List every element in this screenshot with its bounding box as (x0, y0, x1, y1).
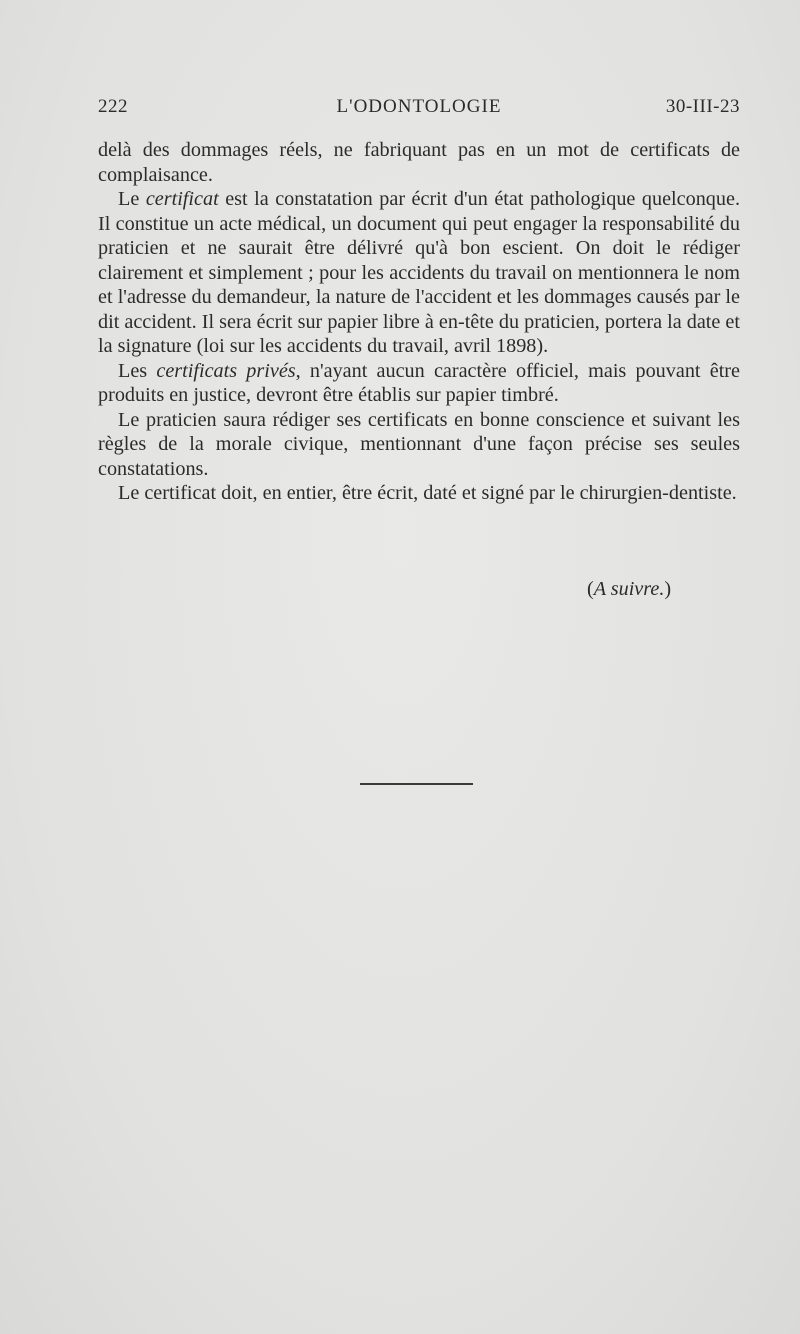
continuation-close-paren: ) (664, 578, 672, 600)
paragraph-3-emphasis: certificats privés (156, 359, 296, 382)
paragraph-3-post: , n'ayant aucun caractère officiel, mais pouvant être produits en justice, devront être établis sur papier timbré. (98, 359, 740, 406)
article-body (98, 138, 740, 506)
paragraph-3 (98, 359, 740, 408)
paragraph-5: Le certificat doit, en entier, être écrit, daté et signé par le chirurgien-dentiste. (118, 482, 737, 504)
section-divider (360, 783, 473, 785)
paragraph-1: delà des dommages réels, ne fabriquant pas en un mot de certificats de complaisance. (98, 139, 740, 186)
continuation-open-paren: ( (587, 578, 594, 600)
issue-date: 30-III-23 (665, 96, 740, 117)
journal-title: L'ODONTOLOGIE (336, 96, 502, 117)
paragraph-2-pre: Le (118, 188, 146, 210)
running-header (98, 96, 740, 122)
paragraph-4: Le praticien saura rédiger ses certificats en bonne conscience et suivant les règles de la morale civique, mentionnant d'une façon précise ses seules constatations. (98, 408, 740, 480)
paragraph-2-emphasis: certificat (145, 188, 219, 210)
continuation-text: A suivre. (593, 578, 665, 600)
paragraph-3-pre: Les (118, 359, 157, 382)
page-number: 222 (98, 96, 128, 117)
continuation-note (587, 577, 671, 602)
paragraph-2-post: est la constatation par écrit d'un état pathologique quelconque. Il constitue un acte médical, un document qui peut engager la responsabilité du praticien et ne saurait être délivré qu'à bon escient. On doit le rédiger clairement et simplement ; pour les accidents du travail on mentionnera le nom et l'adresse du demandeur, la nature de l'accident et les dommages causés par le dit accident. Il sera écrit sur papier libre à en-tête du praticien, portera la date et la signature (loi sur les accidents du travail, avril 1898). (98, 188, 740, 357)
paragraph-2 (98, 187, 740, 359)
